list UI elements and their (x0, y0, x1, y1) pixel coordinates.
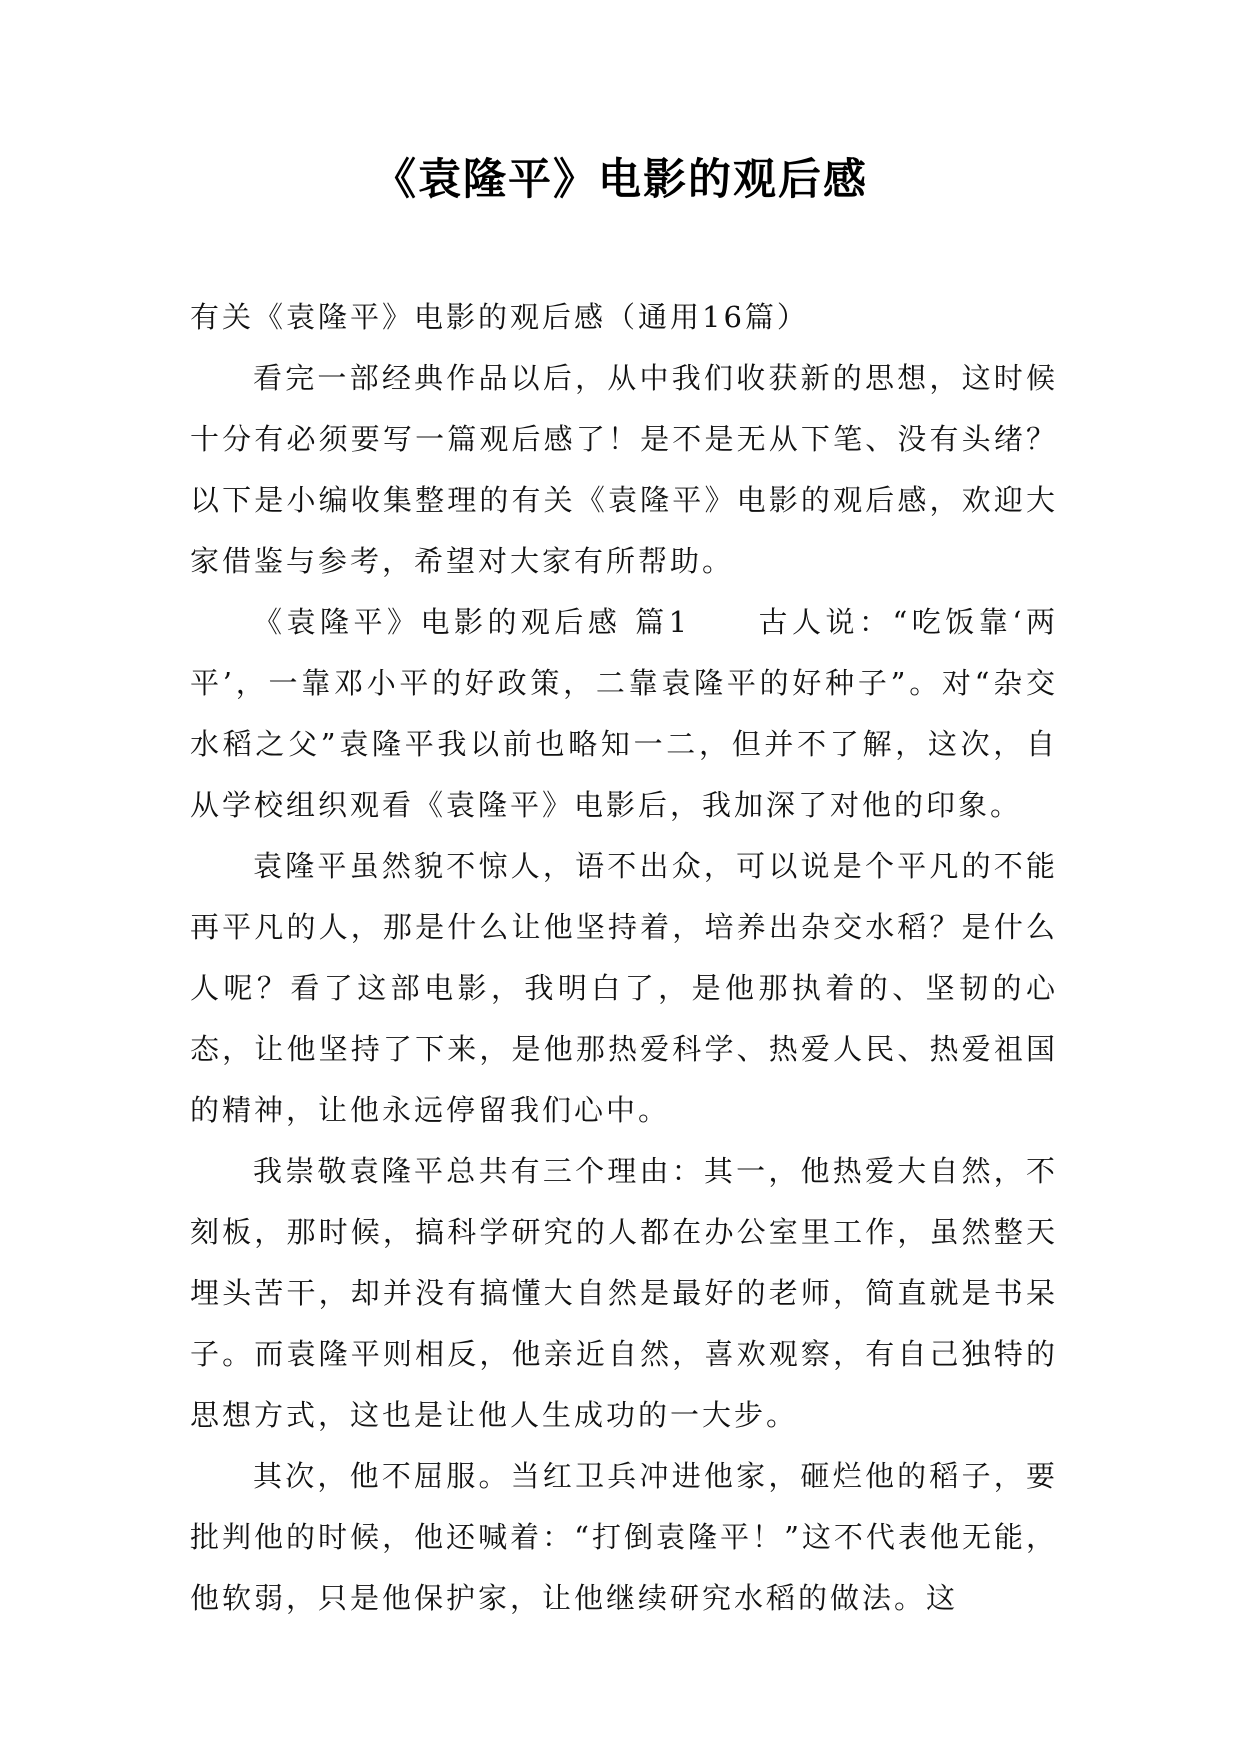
body-paragraph: 我崇敬袁隆平总共有三个理由：其一，他热爱大自然，不刻板，那时候，搞科学研究的人都在办公室里工作，虽然整天埋头苦干，却并没有搞懂大自然是最好的老师，简直就是书呆子。而袁隆平则相反，他亲近自然，喜欢观察，有自己独特的思想方式，这也是让他人生成功的一大步。 (190, 1154, 1058, 1432)
intro-paragraph: 看完一部经典作品以后，从中我们收获新的思想，这时候十分有必须要写一篇观后感了！是不是无从下笔、没有头绪？以下是小编收集整理的有关《袁隆平》电影的观后感，欢迎大家借鉴与参考，希望对大家有所帮助。 (190, 361, 1058, 578)
section-1-paragraph: 《袁隆平》电影的观后感 篇1 古人说：“吃饭靠‘两平’，一靠邓小平的好政策，二靠袁隆平的好种子”。对“杂交水稻之父”袁隆平我以前也略知一二，但并不了解，这次，自从学校组织观看《袁隆平》电影后，我加深了对他的印象。 (190, 605, 1058, 822)
body-paragraph: 袁隆平虽然貌不惊人，语不出众，可以说是个平凡的不能再平凡的人，那是什么让他坚持着，培养出杂交水稻？是什么人呢？看了这部电影，我明白了，是他那执着的、坚韧的心态，让他坚持了下来，是他那热爱科学、热爱人民、热爱祖国的精神，让他永远停留我们心中。 (190, 849, 1058, 1127)
document-body (190, 287, 1058, 1629)
body-paragraph: 其次，他不屈服。当红卫兵冲进他家，砸烂他的稻子，要批判他的时候，他还喊着：“打倒袁隆平！”这不代表他无能，他软弱，只是他保护家，让他继续研究水稻的做法。这 (190, 1459, 1058, 1615)
subtitle-paragraph: 有关《袁隆平》电影的观后感（通用16篇） (190, 300, 809, 334)
document-title: 《袁隆平》电影的观后感 (373, 155, 868, 205)
